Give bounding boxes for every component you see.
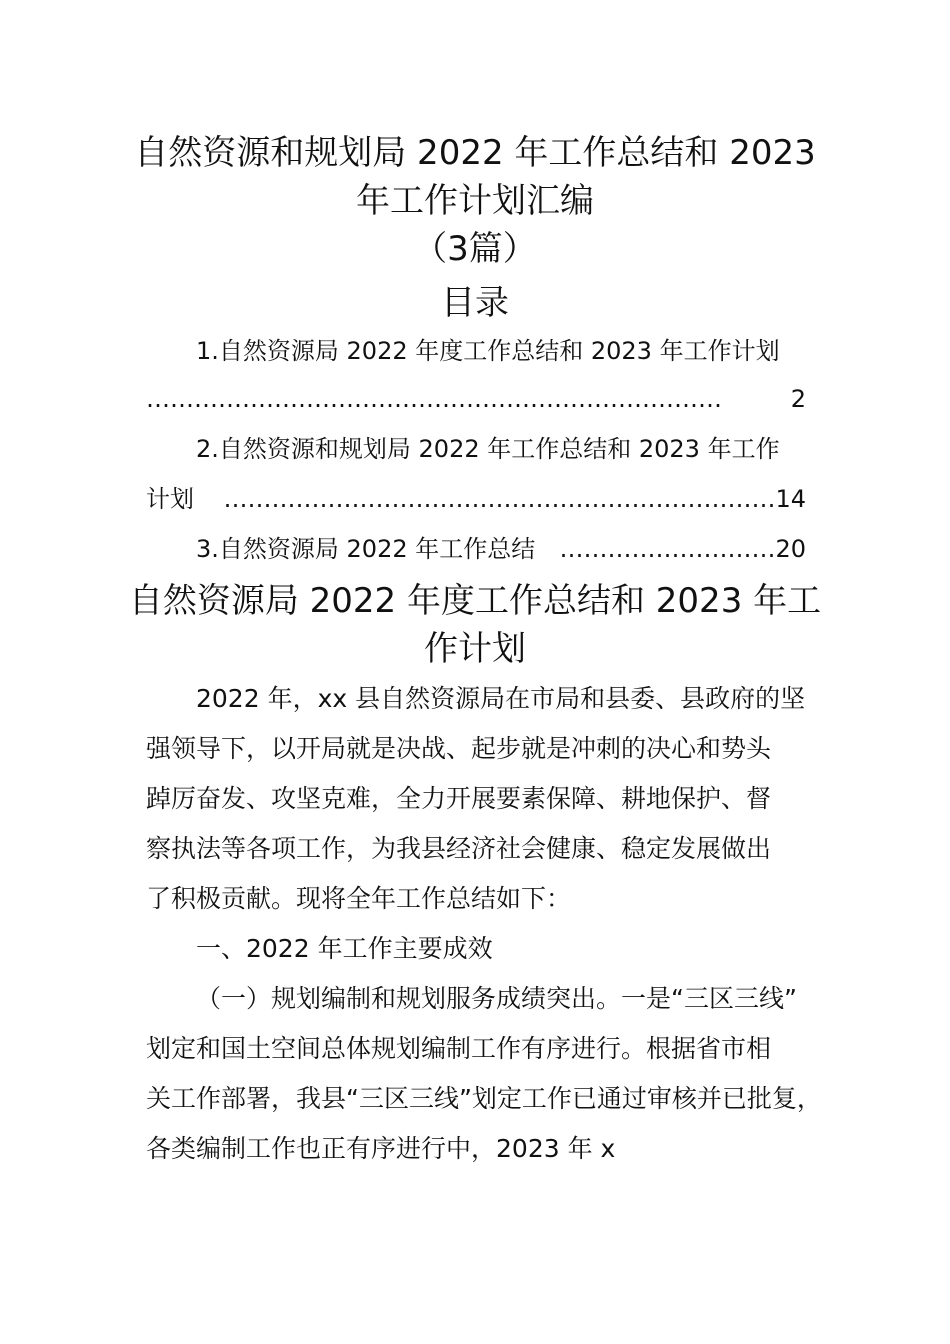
body-line-5: 了积极贡献。现将全年工作总结如下： bbox=[146, 884, 572, 913]
toc-entry-2-page: 14 bbox=[775, 485, 806, 513]
body-line-9: 关工作部署，我县“三区三线”划定工作已通过审核并已批复， bbox=[146, 1084, 822, 1113]
doc-title-line-2: 年工作计划汇编 bbox=[356, 181, 594, 221]
toc-heading: 目录 bbox=[441, 283, 509, 323]
body-line-7: （一）规划编制和规划服务成绩突出。一是“三区三线” bbox=[196, 984, 797, 1013]
section-title-line-1: 自然资源局 2022 年度工作总结和 2023 年工 bbox=[128, 581, 822, 621]
toc-entry-1-title[interactable]: 1.自然资源局 2022 年度工作总结和 2023 年工作计划 bbox=[196, 337, 780, 365]
body-line-2: 强领导下，以开局就是决战、起步就是冲刺的决心和势头 bbox=[146, 734, 772, 763]
toc-entry-3[interactable] bbox=[196, 532, 806, 566]
body-line-3: 踔厉奋发、攻坚克难，全力开展要素保障、耕地保护、督 bbox=[146, 784, 772, 813]
toc-entry-1-dots: ……………………………………………………………… bbox=[146, 385, 722, 413]
body-line-10: 各类编制工作也正有序进行中，2023 年 x bbox=[146, 1134, 616, 1163]
toc-entry-2-title[interactable]: 2.自然资源和规划局 2022 年工作总结和 2023 年工作 bbox=[196, 435, 780, 463]
toc-entry-1-page: 2 bbox=[790, 385, 806, 413]
toc-entry-1-leader[interactable] bbox=[146, 382, 806, 416]
body-line-4: 察执法等各项工作，为我县经济社会健康、稳定发展做出 bbox=[146, 834, 772, 863]
doc-title-line-1: 自然资源和规划局 2022 年工作总结和 2023 bbox=[134, 133, 816, 173]
toc-entry-2-dots: …………………………………………………………… bbox=[223, 485, 776, 513]
body-line-8: 划定和国土空间总体规划编制工作有序进行。根据省市相 bbox=[146, 1034, 772, 1063]
section-heading-1: 一、2022 年工作主要成效 bbox=[196, 934, 493, 963]
toc-entry-3-title: 3.自然资源局 2022 年工作总结 bbox=[196, 535, 536, 563]
toc-entry-3-page: 20 bbox=[775, 535, 806, 563]
section-title-line-2: 作计划 bbox=[424, 629, 526, 669]
doc-title-count: （3篇） bbox=[413, 229, 537, 269]
body-line-1: 2022 年，xx 县自然资源局在市局和县委、县政府的坚 bbox=[196, 684, 806, 713]
toc-entry-3-dots: ……………………… bbox=[559, 535, 776, 563]
toc-entry-2-title-cont: 计划 bbox=[146, 485, 194, 513]
toc-entry-2-leader[interactable] bbox=[146, 482, 806, 516]
